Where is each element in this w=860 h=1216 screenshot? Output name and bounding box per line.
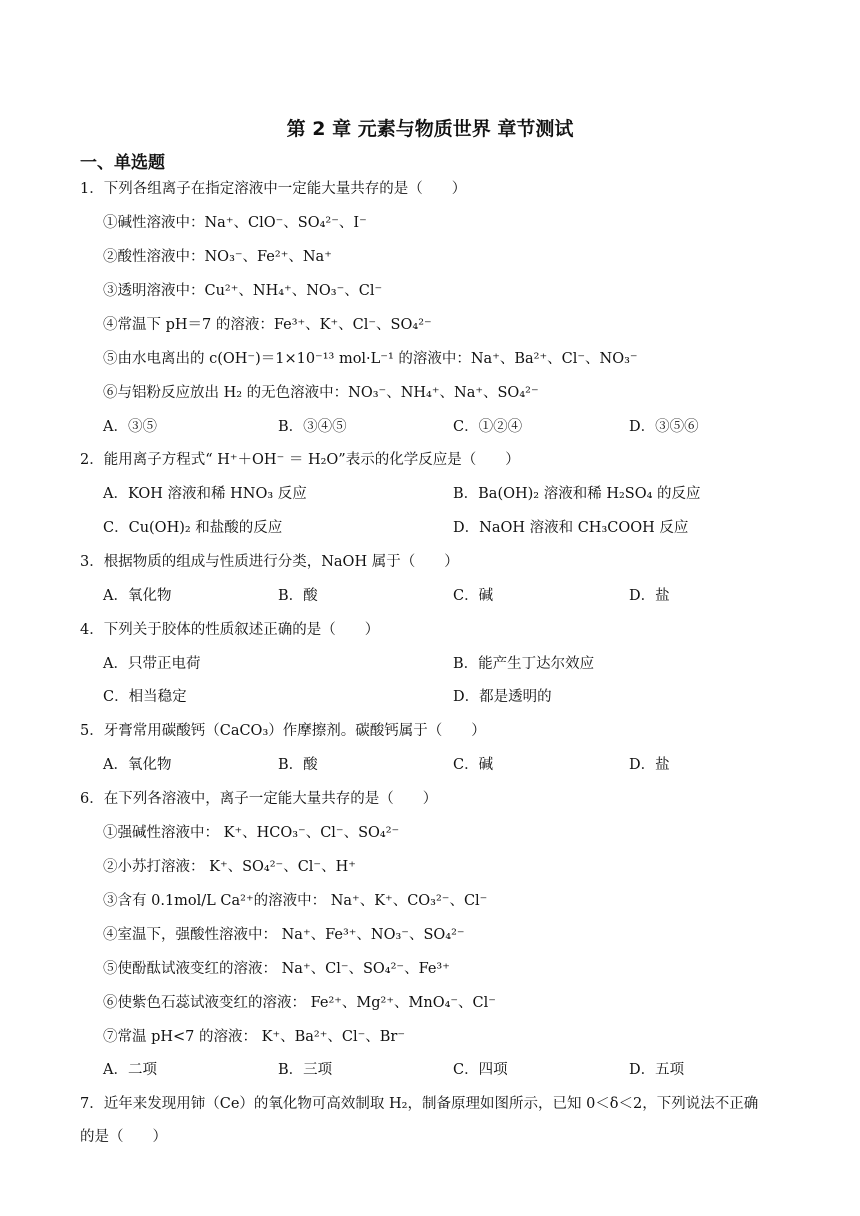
question-1-item-4: ④常温下 pH＝7 的溶液：Fe³⁺、K⁺、Cl⁻、SO₄²⁻: [103, 317, 432, 333]
question-1-item-6: ⑥与铝粉反应放出 H₂ 的无色溶液中：NO₃⁻、NH₄⁺、Na⁺、SO₄²⁻: [103, 385, 539, 401]
question-6-item-3: ③含有 0.1mol/L Ca²⁺的溶液中： Na⁺、K⁺、CO₃²⁻、Cl⁻: [103, 893, 488, 909]
question-5-option-b[interactable]: B．酸: [278, 757, 318, 773]
question-1-item-3: ③透明溶液中：Cu²⁺、NH₄⁺、NO₃⁻、Cl⁻: [103, 283, 383, 299]
question-1-item-2: ②酸性溶液中：NO₃⁻、Fe²⁺、Na⁺: [103, 249, 332, 265]
question-3-option-c[interactable]: C．碱: [453, 588, 494, 604]
question-3-stem: 3．根据物质的组成与性质进行分类，NaOH 属于（ ）: [80, 554, 459, 570]
question-4-option-c[interactable]: C．相当稳定: [103, 689, 187, 705]
question-4-stem: 4．下列关于胶体的性质叙述正确的是（ ）: [80, 622, 380, 638]
question-7-stem-line-2: 的是（ ）: [80, 1129, 167, 1145]
question-1-option-a[interactable]: A．③⑤: [103, 419, 157, 435]
question-5-stem: 5．牙膏常用碳酸钙（CaCO₃）作摩擦剂。碳酸钙属于（ ）: [80, 723, 486, 739]
question-6-option-c[interactable]: C．四项: [453, 1062, 508, 1078]
page-title: 第 2 章 元素与物质世界 章节测试: [286, 118, 574, 140]
section-heading: 一、单选题: [80, 153, 165, 173]
question-6-item-2: ②小苏打溶液： K⁺、SO₄²⁻、Cl⁻、H⁺: [103, 859, 356, 875]
question-6-item-7: ⑦常温 pH<7 的溶液： K⁺、Ba²⁺、Cl⁻、Br⁻: [103, 1029, 406, 1045]
question-1-stem: 1．下列各组离子在指定溶液中一定能大量共存的是（ ）: [80, 181, 467, 197]
question-5-option-d[interactable]: D．盐: [629, 757, 670, 773]
question-6-item-1: ①强碱性溶液中： K⁺、HCO₃⁻、Cl⁻、SO₄²⁻: [103, 825, 400, 841]
question-6-option-d[interactable]: D．五项: [629, 1062, 685, 1078]
question-4-option-d[interactable]: D．都是透明的: [453, 689, 552, 705]
question-6-item-4: ④室温下，强酸性溶液中： Na⁺、Fe³⁺、NO₃⁻、SO₄²⁻: [103, 927, 465, 943]
question-1-option-b[interactable]: B．③④⑤: [278, 419, 347, 435]
question-7-stem-line-1: 7．近年来发现用铈（Ce）的氧化物可高效制取 H₂，制备原理如图所示，已知 0＜δ＜2，下列说法不正确: [80, 1096, 759, 1112]
question-6-item-5: ⑤使酚酞试液变红的溶液： Na⁺、Cl⁻、SO₄²⁻、Fe³⁺: [103, 961, 450, 977]
question-2-stem: 2．能用离子方程式“ H⁺＋OH⁻ ＝ H₂O”表示的化学反应是（ ）: [80, 452, 520, 468]
question-2-option-a[interactable]: A．KOH 溶液和稀 HNO₃ 反应: [103, 486, 307, 502]
question-5-option-c[interactable]: C．碱: [453, 757, 494, 773]
question-4-option-a[interactable]: A．只带正电荷: [103, 656, 201, 672]
question-5-option-a[interactable]: A．氧化物: [103, 757, 172, 773]
question-6-option-a[interactable]: A．二项: [103, 1062, 157, 1078]
question-4-option-b[interactable]: B．能产生丁达尔效应: [453, 656, 595, 672]
question-3-option-b[interactable]: B．酸: [278, 588, 318, 604]
question-2-option-c[interactable]: C．Cu(OH)₂ 和盐酸的反应: [103, 520, 283, 536]
question-3-option-d[interactable]: D．盐: [629, 588, 670, 604]
question-2-option-d[interactable]: D．NaOH 溶液和 CH₃COOH 反应: [453, 520, 689, 536]
question-6-item-6: ⑥使紫色石蕊试液变红的溶液： Fe²⁺、Mg²⁺、MnO₄⁻、Cl⁻: [103, 995, 496, 1011]
question-1-item-5: ⑤由水电离出的 c(OH⁻)＝1×10⁻¹³ mol·L⁻¹ 的溶液中：Na⁺、Ba²⁺、Cl⁻、NO₃⁻: [103, 351, 638, 367]
question-1-option-c[interactable]: C．①②④: [453, 419, 523, 435]
question-3-option-a[interactable]: A．氧化物: [103, 588, 172, 604]
question-2-option-b[interactable]: B．Ba(OH)₂ 溶液和稀 H₂SO₄ 的反应: [453, 486, 701, 502]
question-6-stem: 6．在下列各溶液中，离子一定能大量共存的是（ ）: [80, 791, 438, 807]
question-6-option-b[interactable]: B．三项: [278, 1062, 333, 1078]
question-1-option-d[interactable]: D．③⑤⑥: [629, 419, 699, 435]
question-1-item-1: ①碱性溶液中：Na⁺、ClO⁻、SO₄²⁻、I⁻: [103, 215, 367, 231]
